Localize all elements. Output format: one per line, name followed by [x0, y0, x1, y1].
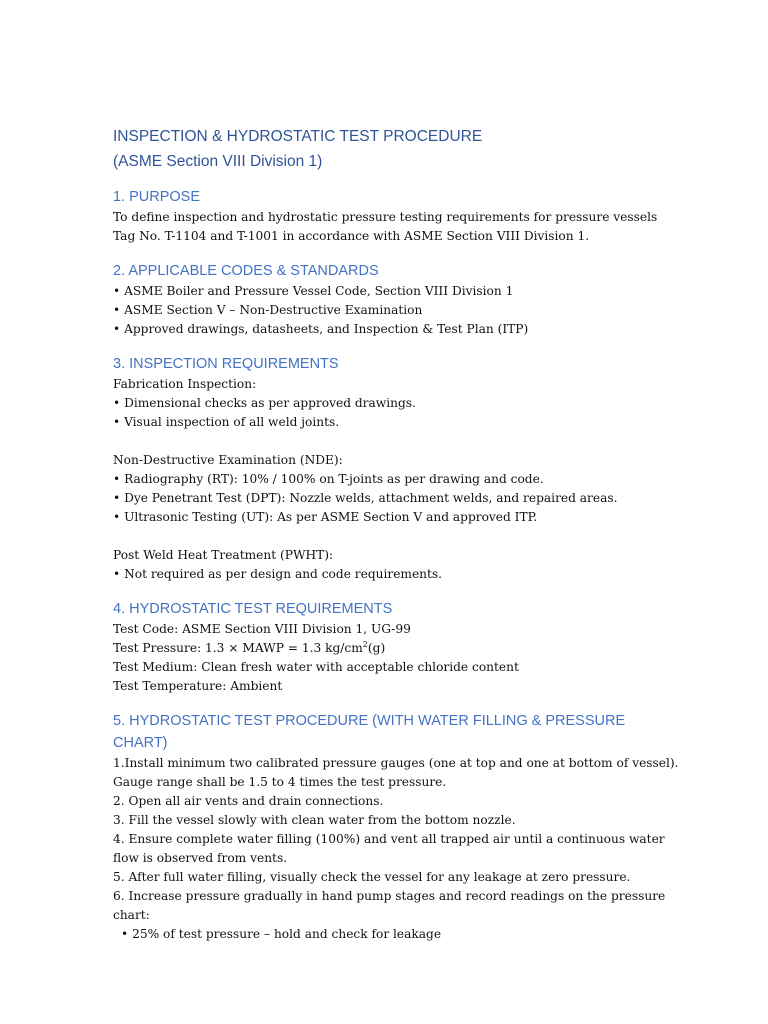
inspection-line: • Not required as per design and code requirements. [113, 567, 443, 581]
document-title-line-2: (ASME Section VIII Division 1) [113, 153, 323, 170]
procedure-line: flow is observed from vents. [113, 851, 288, 865]
procedure-line: 1.Install minimum two calibrated pressure gauges (one at top and one at bottom of vessel). [113, 756, 679, 770]
codes-list-item: • ASME Boiler and Pressure Vessel Code, Section VIII Division 1 [113, 284, 514, 298]
purpose-line: Tag No. T-1104 and T-1001 in accordance with ASME Section VIII Division 1. [113, 229, 590, 243]
document-title-line-1: INSPECTION & HYDROSTATIC TEST PROCEDURE [113, 128, 483, 145]
inspection-line: Fabrication Inspection: [113, 377, 257, 391]
test-pressure-superscript: 2 [362, 639, 368, 649]
hydro-requirements-block [113, 620, 673, 696]
test-pressure-text: Test Pressure: 1.3 × MAWP = 1.3 kg/cm [113, 641, 363, 655]
purpose-paragraph [113, 208, 673, 246]
procedure-line: 5. After full water filling, visually check the vessel for any leakage at zero pressure. [113, 870, 631, 884]
procedure-line: 4. Ensure complete water filling (100%) and vent all trapped air until a continuous water [113, 832, 665, 846]
section-heading-codes: 2. APPLICABLE CODES & STANDARDS [113, 263, 379, 279]
procedure-line: chart: [113, 908, 150, 922]
inspection-pwht-block [113, 546, 673, 584]
inspection-line: • Radiography (RT): 10% / 100% on T-joints as per drawing and code. [113, 472, 544, 486]
test-pressure-suffix: (g) [367, 641, 386, 655]
blank-line [113, 527, 673, 546]
inspection-line: Non-Destructive Examination (NDE): [113, 453, 343, 467]
codes-list-item: • Approved drawings, datasheets, and Inspection & Test Plan (ITP) [113, 322, 529, 336]
inspection-line: • Visual inspection of all weld joints. [113, 415, 340, 429]
document-page [113, 124, 679, 944]
procedure-line: 2. Open all air vents and drain connections. [113, 794, 384, 808]
codes-list-item: • ASME Section V – Non-Destructive Examination [113, 303, 423, 317]
section-heading-hydro-procedure: 5. HYDROSTATIC TEST PROCEDURE (WITH WATER FILLING & PRESSURE CHART) [113, 713, 626, 751]
inspection-line: • Dimensional checks as per approved drawings. [113, 396, 416, 410]
inspection-line: • Ultrasonic Testing (UT): As per ASME Section V and approved ITP. [113, 510, 538, 524]
procedure-sub-item: • 25% of test pressure – hold and check for leakage [121, 927, 442, 941]
section-heading-inspection: 3. INSPECTION REQUIREMENTS [113, 356, 339, 372]
inspection-nde-block [113, 451, 673, 527]
inspection-fabrication-block [113, 375, 673, 432]
section-heading-hydro-requirements: 4. HYDROSTATIC TEST REQUIREMENTS [113, 601, 393, 617]
inspection-line: Post Weld Heat Treatment (PWHT): [113, 548, 334, 562]
test-pressure-line [113, 639, 673, 658]
purpose-line: To define inspection and hydrostatic pressure testing requirements for pressure vessels [113, 210, 658, 224]
inspection-line: • Dye Penetrant Test (DPT): Nozzle welds, attachment welds, and repaired areas. [113, 491, 618, 505]
procedure-line: Gauge range shall be 1.5 to 4 times the test pressure. [113, 775, 447, 789]
test-code-line: Test Code: ASME Section VIII Division 1, UG-99 [113, 622, 411, 636]
section-heading-purpose: 1. PURPOSE [113, 189, 201, 205]
blank-line [113, 432, 673, 451]
procedure-line: 6. Increase pressure gradually in hand pump stages and record readings on the pressure [113, 889, 666, 903]
codes-list [113, 282, 673, 339]
test-temperature-line: Test Temperature: Ambient [113, 679, 283, 693]
document-title [113, 124, 673, 174]
procedure-line: 3. Fill the vessel slowly with clean water from the bottom nozzle. [113, 813, 516, 827]
test-medium-line: Test Medium: Clean fresh water with acceptable chloride content [113, 660, 519, 674]
hydro-procedure-block [113, 754, 679, 944]
